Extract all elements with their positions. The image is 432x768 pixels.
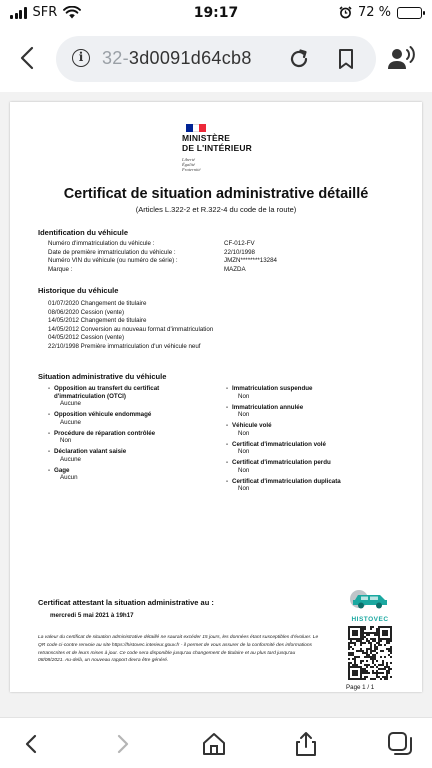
admin-value: Aucune xyxy=(60,400,81,407)
histovec-car-icon xyxy=(349,588,391,610)
row-label: Numéro d'immatriculation du véhicule : xyxy=(48,240,155,247)
document-title: Certificat de situation administrative détaillé xyxy=(63,186,369,202)
admin-label: - Opposition au transfert du certificat d'immatriculation (OTCI) xyxy=(48,385,208,400)
history-entry: 14/05/2012 Changement de titulaire xyxy=(48,317,147,325)
admin-label: - Procédure de réparation contrôlée xyxy=(48,430,208,438)
identification-row xyxy=(48,257,277,266)
history-entry: 08/06/2020 Cession (vente) xyxy=(48,308,125,316)
admin-value: Non xyxy=(238,466,250,474)
qr-code-icon[interactable] xyxy=(348,626,392,680)
battery-icon xyxy=(397,7,422,19)
identification-table xyxy=(48,240,277,274)
url-prefix: 32- xyxy=(102,48,129,68)
url-text[interactable] xyxy=(102,48,272,69)
certificate-date: mercredi 5 mai 2021 à 19h17 xyxy=(50,612,134,619)
browser-toolbar xyxy=(0,30,432,92)
admin-value: Non xyxy=(238,429,250,437)
admin-item xyxy=(48,448,208,464)
battery-text: 72 % xyxy=(357,5,391,20)
alarm-icon xyxy=(339,6,352,19)
admin-item xyxy=(226,422,396,438)
document-viewer[interactable] xyxy=(0,92,432,717)
tabs-icon[interactable] xyxy=(386,730,414,758)
admin-item xyxy=(48,430,208,446)
disclaimer-text: La valeur du certificat de situation administrative détaillé ne saurait excéder 15 jours, les données étant susceptibles d'évoluer. Le QR code ci-contre renvoie au site https://histovec.interieur.gouv.fr - il permet de vous assurer de la conformité des informations retranscrites et de leurs mises à jour. Ce code sera disponible jusqu'au changement de titulaire et au plus tard jusqu'au 08/08/2021. Au-delà, un nouveau rapport devra être généré. xyxy=(38,635,319,664)
history-heading: Historique du véhicule xyxy=(38,286,119,295)
arrow-back-icon[interactable] xyxy=(18,730,46,758)
history-entry: 01/07/2020 Changement de titulaire xyxy=(48,300,147,307)
row-label: Marque : xyxy=(48,265,73,273)
republic-motto xyxy=(182,157,252,172)
admin-item xyxy=(226,404,396,420)
admin-value: Non xyxy=(238,485,250,492)
admin-left-column xyxy=(48,385,208,485)
admin-value: Non xyxy=(238,448,250,455)
admin-item xyxy=(48,411,208,427)
row-value: CF-012-FV xyxy=(224,240,255,247)
arrow-forward-icon[interactable] xyxy=(108,730,136,758)
carrier-name: SFR xyxy=(32,5,58,20)
ministry-name xyxy=(182,134,252,153)
history-entry: 14/05/2012 Conversion au nouveau format d'immatriculation xyxy=(48,325,214,333)
identification-row xyxy=(48,266,277,275)
bookmark-icon[interactable] xyxy=(334,47,358,71)
admin-item xyxy=(226,385,396,401)
voice-icon[interactable] xyxy=(386,44,416,72)
history-list xyxy=(48,300,213,352)
info-icon[interactable]: i xyxy=(72,49,90,67)
admin-value: Aucune xyxy=(60,418,81,426)
identification-row xyxy=(48,240,277,249)
certificate-heading: Certificat attestant la situation administrative au : xyxy=(38,598,214,607)
status-right xyxy=(339,5,422,20)
admin-value: Aucune xyxy=(60,455,81,463)
admin-value: Non xyxy=(60,437,72,444)
admin-label: - Déclaration valant saisie xyxy=(48,448,208,456)
row-value: MAZDA xyxy=(224,265,246,273)
french-flag-icon xyxy=(186,124,206,132)
row-label: Date de première immatriculation du véhicule : xyxy=(48,248,176,256)
status-bar xyxy=(0,0,432,30)
row-value: 22/10/1998 xyxy=(224,248,255,256)
admin-label: - Immatriculation suspendue xyxy=(226,385,396,393)
admin-item xyxy=(226,441,396,457)
admin-label: - Opposition véhicule endommagé xyxy=(48,411,208,419)
admin-item xyxy=(48,467,208,483)
admin-label: - Immatriculation annulée xyxy=(226,404,396,412)
admin-value: Non xyxy=(238,411,250,418)
document-subtitle: (Articles L.322-2 et R.322-4 du code de la route) xyxy=(135,205,297,214)
admin-label: - Certificat d'immatriculation perdu xyxy=(226,459,396,467)
admin-item xyxy=(48,385,208,408)
histovec-label: HISTOVEC xyxy=(351,616,389,623)
row-label: Numéro VIN du véhicule (ou numéro de série) : xyxy=(48,257,178,265)
admin-item xyxy=(226,459,396,475)
reload-icon[interactable] xyxy=(287,47,311,71)
admin-item xyxy=(226,478,396,494)
chevron-left-icon[interactable] xyxy=(14,44,42,72)
admin-label: - Gage xyxy=(48,467,208,475)
clock: 19:17 xyxy=(193,5,239,21)
address-bar[interactable] xyxy=(56,36,376,82)
share-icon[interactable] xyxy=(292,730,320,758)
admin-label: - Certificat d'immatriculation volé xyxy=(226,441,396,449)
row-value: JMZN********13284 xyxy=(224,257,277,265)
identification-row xyxy=(48,249,277,258)
admin-value: Aucun xyxy=(60,474,78,481)
url-main: 3d0091d64cb8 xyxy=(128,48,252,68)
histovec-logo xyxy=(340,588,400,623)
history-entry: 22/10/1998 Première immatriculation d'un véhicule neuf xyxy=(48,342,201,350)
history-entry: 04/05/2012 Cession (vente) xyxy=(48,334,125,342)
ministry-logo xyxy=(182,124,252,172)
motto-egalite: Égalité xyxy=(182,162,195,167)
ministry-line1: MINISTÈRE xyxy=(182,133,231,143)
admin-right-column xyxy=(226,385,396,496)
home-icon[interactable] xyxy=(200,730,228,758)
admin-label: - Certificat d'immatriculation duplicata xyxy=(226,478,396,486)
bottom-navigation xyxy=(0,717,432,768)
document-page xyxy=(10,102,422,692)
identification-heading: Identification du véhicule xyxy=(38,228,129,237)
motto-liberte: Liberté xyxy=(182,157,195,162)
admin-heading: Situation administrative du véhicule xyxy=(38,372,167,381)
page-number: Page 1 / 1 xyxy=(346,684,375,691)
motto-fraternite: Fraternité xyxy=(182,167,201,172)
ministry-line2: DE L'INTÉRIEUR xyxy=(182,142,252,153)
admin-label: - Véhicule volé xyxy=(226,422,396,430)
admin-value: Non xyxy=(238,392,250,400)
